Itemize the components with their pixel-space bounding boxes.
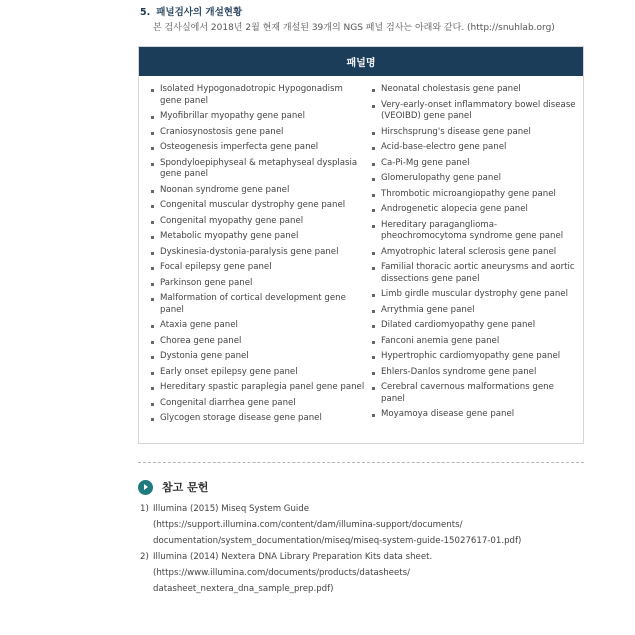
reference-text bbox=[153, 549, 432, 597]
panel-list-item: Hypertrophic cardiomyopathy gene panel bbox=[372, 351, 580, 363]
panel-list-item: Hirschsprung's disease gene panel bbox=[372, 127, 580, 139]
panel-list-item: Hereditary spastic paraplegia panel gene panel bbox=[151, 382, 365, 394]
panel-list-item: Parkinson gene panel bbox=[151, 278, 365, 290]
play-circle-icon bbox=[138, 480, 153, 495]
panel-list-item: Ehlers-Danlos syndrome gene panel bbox=[372, 367, 580, 379]
panel-list-item: Dystonia gene panel bbox=[151, 351, 365, 363]
panel-list-item: Moyamoya disease gene panel bbox=[372, 409, 580, 421]
panel-list-item: Arrythmia gene panel bbox=[372, 305, 580, 317]
panel-list-item: Limb girdle muscular dystrophy gene panel bbox=[372, 289, 580, 301]
references-heading bbox=[138, 479, 208, 495]
panel-list-item: Glomerulopathy gene panel bbox=[372, 173, 580, 185]
panel-list-item: Amyotrophic lateral sclerosis gene panel bbox=[372, 247, 580, 259]
panel-list-item: Noonan syndrome gene panel bbox=[151, 185, 365, 197]
panel-list-item: Congenital diarrhea gene panel bbox=[151, 398, 365, 410]
panel-table-header: 패널명 bbox=[139, 47, 583, 76]
panel-list-item: Glycogen storage disease gene panel bbox=[151, 413, 365, 425]
panel-list-item: Hereditary paraganglioma-pheochromocytoma syndrome gene panel bbox=[372, 220, 580, 243]
panel-list-item: Dilated cardiomyopathy gene panel bbox=[372, 320, 580, 332]
panel-table bbox=[138, 46, 584, 444]
reference-number: 2) bbox=[140, 552, 149, 562]
panel-list-item: Neonatal cholestasis gene panel bbox=[372, 84, 580, 96]
reference-list bbox=[140, 501, 620, 597]
reference-line: datasheet_nextera_dna_sample_prep.pdf) bbox=[153, 584, 334, 594]
panel-list-item: Chorea gene panel bbox=[151, 336, 365, 348]
panel-list-item: Congenital myopathy gene panel bbox=[151, 216, 365, 228]
panel-list-item: Thrombotic microangiopathy gene panel bbox=[372, 189, 580, 201]
panel-list-item: Cerebral cavernous malformations gene panel bbox=[372, 382, 580, 405]
panel-list-item: Familial thoracic aortic aneurysms and aortic dissections gene panel bbox=[372, 262, 580, 285]
reference-text bbox=[153, 501, 521, 549]
panel-list-item: Ataxia gene panel bbox=[151, 320, 365, 332]
panel-list-right bbox=[372, 84, 580, 425]
panel-list-item: Androgenetic alopecia gene panel bbox=[372, 204, 580, 216]
reference-line: Illumina (2014) Nextera DNA Library Preparation Kits data sheet. bbox=[153, 552, 433, 562]
panel-list-left bbox=[151, 84, 365, 429]
reference-line: documentation/system_documentation/miseq/miseq-system-guide-15027617-01.pdf) bbox=[153, 536, 522, 546]
panel-list-item: Congenital muscular dystrophy gene panel bbox=[151, 200, 365, 212]
panel-list-item: Isolated Hypogonadotropic Hypogonadism gene panel bbox=[151, 84, 365, 107]
panel-list-item: Focal epilepsy gene panel bbox=[151, 262, 365, 274]
panel-list-item: Osteogenesis imperfecta gene panel bbox=[151, 142, 365, 154]
panel-list-item: Ca-Pi-Mg gene panel bbox=[372, 158, 580, 170]
panel-list-item: Very-early-onset inflammatory bowel disease (VEOIBD) gene panel bbox=[372, 100, 580, 123]
panel-list-item: Fanconi anemia gene panel bbox=[372, 336, 580, 348]
reference-item bbox=[140, 501, 620, 549]
panel-list-item: Acid-base-electro gene panel bbox=[372, 142, 580, 154]
panel-list-item: Craniosynostosis gene panel bbox=[151, 127, 365, 139]
reference-item bbox=[140, 549, 620, 597]
panel-list-item: Malformation of cortical development gene panel bbox=[151, 293, 365, 316]
reference-line: Illumina (2015) Miseq System Guide bbox=[153, 504, 310, 514]
section-heading bbox=[140, 4, 242, 18]
section-description: 본 검사실에서 2018년 2월 현재 개설된 39개의 NGS 패널 검사는 아래와 같다. (http://snuhlab.org) bbox=[153, 23, 555, 33]
section-number: 5. bbox=[140, 7, 151, 18]
section-title: 패널검사의 개설현황 bbox=[156, 7, 243, 18]
panel-list-item: Metabolic myopathy gene panel bbox=[151, 231, 365, 243]
panel-list-item: Early onset epilepsy gene panel bbox=[151, 367, 365, 379]
panel-list-item: Dyskinesia-dystonia-paralysis gene panel bbox=[151, 247, 365, 259]
reference-line: (https://www.illumina.com/documents/products/datasheets/ bbox=[153, 568, 411, 578]
panel-list-item: Myofibrillar myopathy gene panel bbox=[151, 111, 365, 123]
reference-line: (https://support.illumina.com/content/dam/illumina-support/documents/ bbox=[153, 520, 463, 530]
references-title: 참고 문헌 bbox=[162, 481, 209, 494]
panel-list-item: Spondyloepiphyseal & metaphyseal dysplasia gene panel bbox=[151, 158, 365, 181]
section-divider bbox=[138, 462, 584, 463]
reference-number: 1) bbox=[140, 504, 149, 514]
